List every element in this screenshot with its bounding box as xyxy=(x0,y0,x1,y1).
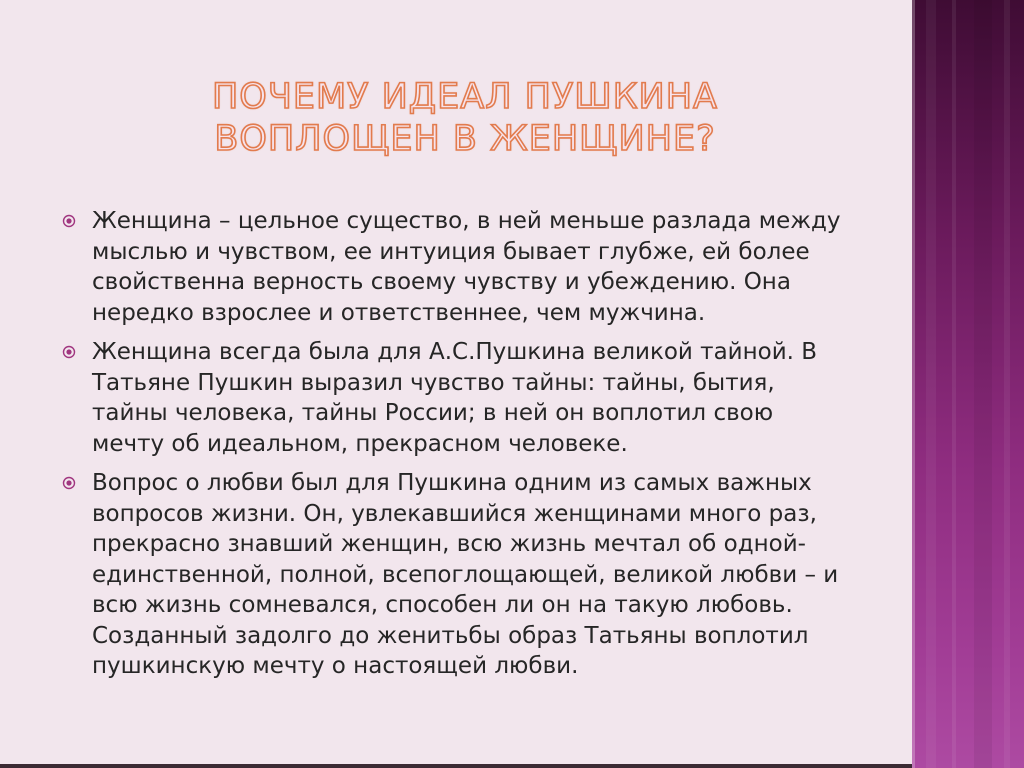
slide-title: ПОЧЕМУ ИДЕАЛ ПУШКИНА ВОПЛОЩЕН В ЖЕНЩИНЕ? xyxy=(211,77,719,159)
circle-dot-icon xyxy=(62,345,76,359)
bullet-text: Женщина – цельное существо, в ней меньше разлада между мыслью и чувством, ее интуиция бывает глубже, ей более свойственна верность своему чувству и убеждению. Она нередко взрослее и ответственнее, чем мужчина. xyxy=(92,208,841,326)
list-item xyxy=(62,468,852,682)
side-band-stripe xyxy=(974,0,992,768)
side-band-stripe xyxy=(952,0,956,768)
list-item xyxy=(62,206,852,328)
circle-dot-icon xyxy=(62,476,76,490)
side-band-stripe xyxy=(1004,0,1010,768)
side-band-edge xyxy=(912,0,915,768)
bullet-text: Вопрос о любви был для Пушкина одним из самых важных вопросов жизни. Он, увлекавшийся женщинами много раз, прекрасно знавший женщин, всю жизнь мечтал об одной-единственной, полной, всепоглощающей, великой любви – и всю жизнь сомневался, способен ли он на такую любовь. Созданный задолго до женитьбы образ Татьяны воплотил пушкинскую мечту о настоящей любви. xyxy=(92,470,839,679)
bullet-list xyxy=(62,206,852,691)
bullet-text: Женщина всегда была для А.С.Пушкина великой тайной. В Татьяне Пушкин выразил чувство тайны: тайны, бытия, тайны человека, тайны России; в ней он воплотил свою мечту об идеальном, прекрасном человеке. xyxy=(92,339,818,457)
list-item xyxy=(62,337,852,459)
bottom-divider xyxy=(0,764,912,768)
decorative-side-band xyxy=(912,0,1024,768)
side-band-stripe xyxy=(926,0,936,768)
circle-dot-icon xyxy=(62,214,76,228)
